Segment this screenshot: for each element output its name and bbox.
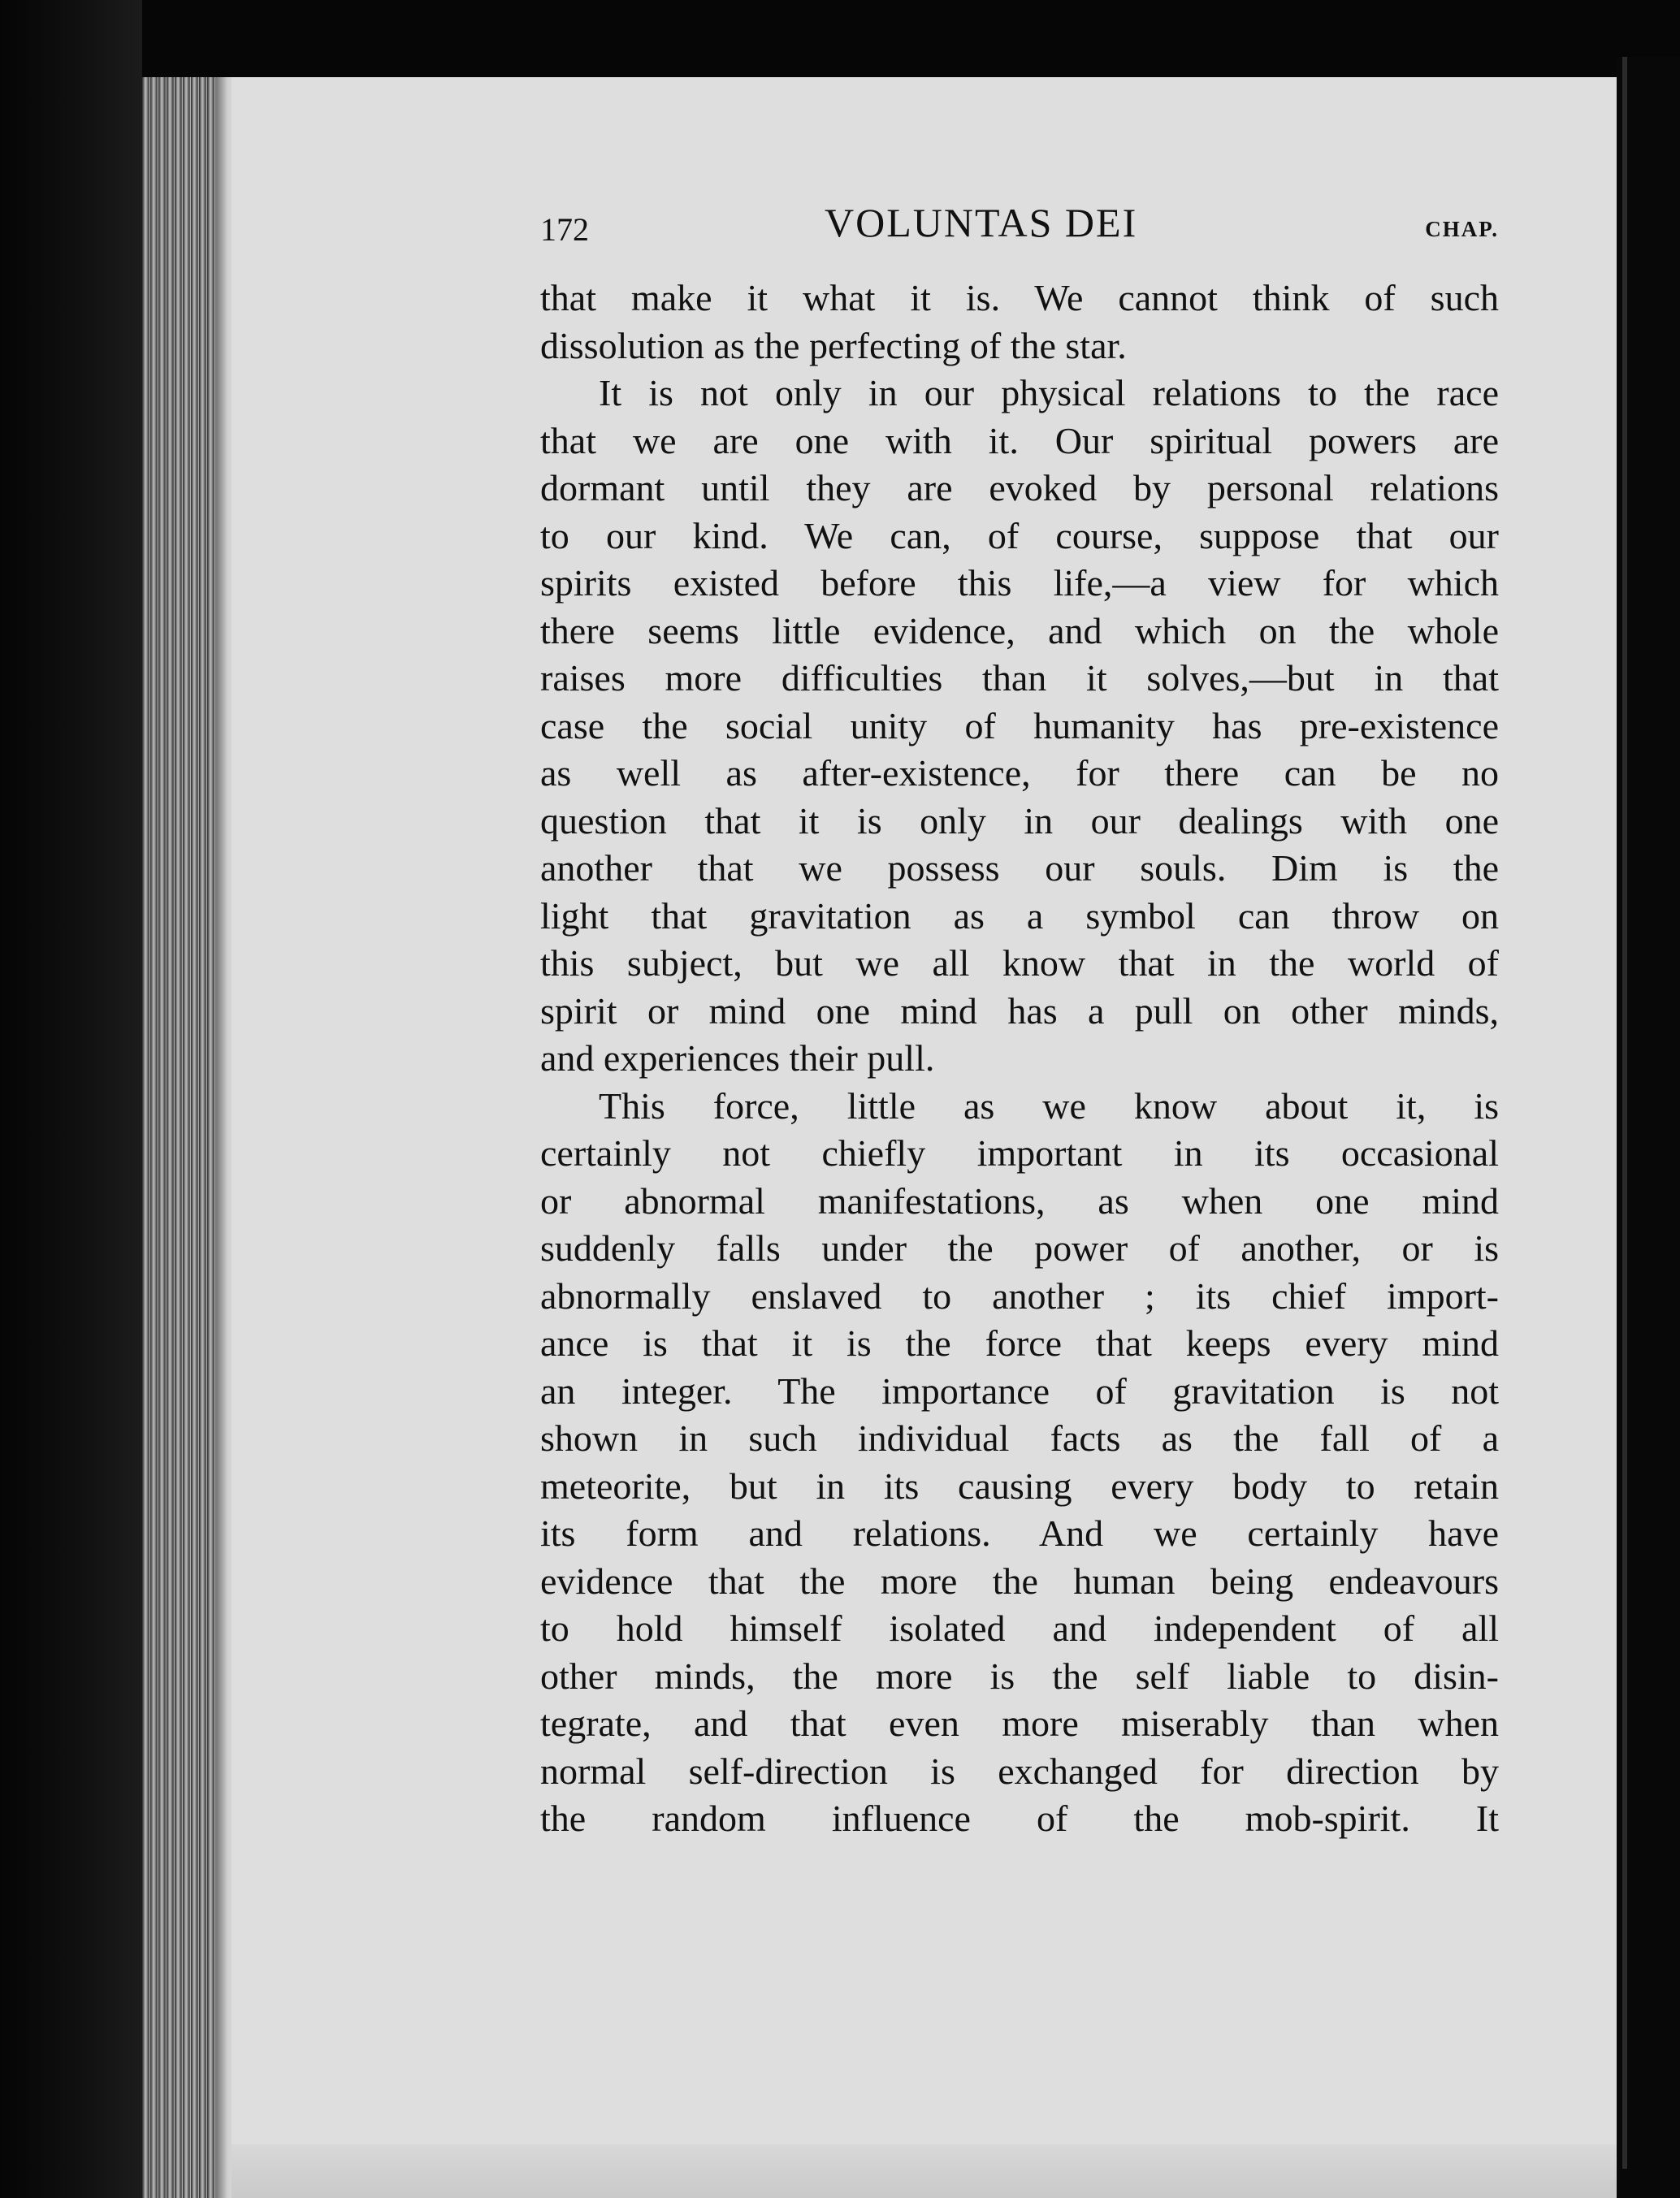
scan-left-border xyxy=(0,0,142,2198)
text-line: ance is that it is the force that keeps every mind xyxy=(540,1322,1499,1364)
text-line: that we are one with it. Our spiritual powers are xyxy=(540,419,1499,461)
text-line: tegrate, and that even more miserably than when xyxy=(540,1703,1499,1744)
text-line: or abnormal manifestations, as when one mind xyxy=(540,1179,1499,1222)
text-line: light that gravitation as a symbol can throw on xyxy=(540,894,1499,937)
text-line: its form and relations. And we certainly have xyxy=(540,1512,1499,1554)
text-line: to our kind. We can, of course, suppose that our xyxy=(540,514,1499,556)
book-page-edges xyxy=(142,77,223,2198)
text-line: as well as after-existence, for there can be no xyxy=(540,752,1499,794)
text-line: another that we possess our souls. Dim is the xyxy=(540,847,1499,889)
page-number: 172 xyxy=(540,211,589,248)
text-line: raises more difficulties than it solves,—but in that xyxy=(540,657,1499,699)
running-title: VOLUNTAS DEI xyxy=(825,200,1138,245)
text-line: an integer. The importance of gravitation is not xyxy=(540,1369,1499,1412)
text-line: and experiences their pull. xyxy=(540,1037,935,1079)
text-line: certainly not chiefly important in its occasional xyxy=(540,1132,1499,1174)
text-line: It is not only in our physical relations to the race xyxy=(599,372,1499,413)
running-head xyxy=(540,199,1499,264)
text-line: shown in such individual facts as the fall of a xyxy=(540,1417,1499,1459)
scan-top-border xyxy=(0,0,1680,77)
text-line: that make it what it is. We cannot think of such xyxy=(540,277,1499,318)
text-line: dissolution as the perfecting of the star. xyxy=(540,324,1127,366)
text-line: suddenly falls under the power of another, or is xyxy=(540,1227,1499,1269)
text-line: meteorite, but in its causing every body to retain xyxy=(540,1465,1499,1507)
facing-page-edge xyxy=(1622,57,1627,2169)
text-line: question that it is only in our dealings with one xyxy=(540,799,1499,842)
text-line: This force, little as we know about it, is xyxy=(599,1084,1499,1127)
text-line: normal self-direction is exchanged for direction by xyxy=(540,1750,1499,1792)
text-line: to hold himself isolated and independent of all xyxy=(540,1607,1499,1649)
text-line: this subject, but we all know that in the world of xyxy=(540,942,1499,984)
page-bottom-edge xyxy=(232,2144,1617,2198)
text-line: the random influence of the mob-spirit. It xyxy=(540,1798,1499,1839)
text-line: other minds, the more is the self liable to disin- xyxy=(540,1655,1499,1697)
text-line: evidence that the more the human being endeavours xyxy=(540,1560,1499,1602)
body-text xyxy=(540,275,1499,1843)
text-line: there seems little evidence, and which on the whole xyxy=(540,609,1499,651)
text-line: dormant until they are evoked by personal relations xyxy=(540,467,1499,508)
text-line: case the social unity of humanity has pre-existence xyxy=(540,704,1499,746)
text-line: spirit or mind one mind has a pull on other minds, xyxy=(540,989,1499,1032)
text-line: spirits existed before this life,—a view for which xyxy=(540,562,1499,604)
text-line: abnormally enslaved to another ; its chief import- xyxy=(540,1274,1499,1317)
chapter-label: CHAP. xyxy=(1425,217,1499,241)
